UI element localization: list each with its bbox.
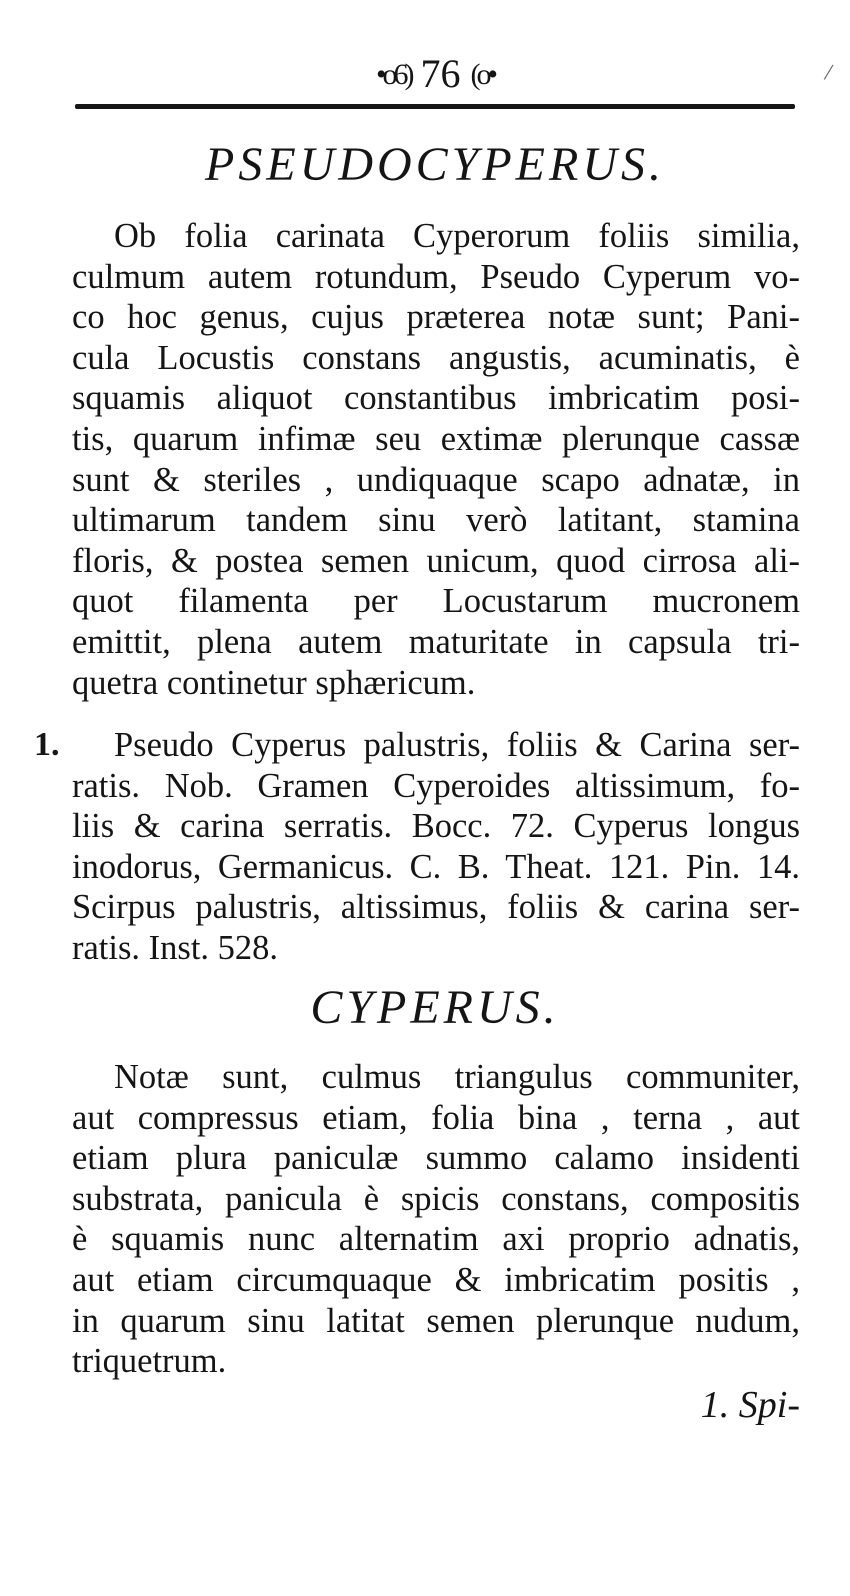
entry-number: 1. xyxy=(34,726,60,763)
section-title-pseudocyperus: PSEUDOCYPERUS. xyxy=(205,138,665,191)
text-line: Pseudo Cyperus palustris, foliis & Carina ser- xyxy=(114,726,800,764)
text-line: sunt & steriles , undiquaque scapo adnatæ, in xyxy=(72,460,800,499)
species-entry xyxy=(34,725,800,969)
text-line: ratis. Inst. 528. xyxy=(72,928,279,967)
text-line: culmum autem rotundum, Pseudo Cyperum vo- xyxy=(72,257,800,296)
text-line: ratis. Nob. Gramen Cyperoides altissimum, fo- xyxy=(72,766,800,805)
header-rule xyxy=(75,104,795,109)
description-pseudocyperus xyxy=(72,216,800,703)
text-line: aut compressus etiam, folia bina , terna , aut xyxy=(72,1098,800,1137)
text-line: Ob folia carinata Cyperorum foliis similia, xyxy=(114,217,800,255)
ornament-left: •o6) xyxy=(376,58,411,91)
section-title-cyperus: CYPERUS. xyxy=(310,981,560,1034)
catchword: 1. Spi- xyxy=(700,1384,800,1426)
ornament-right: (o• xyxy=(470,58,494,91)
text-line: quot filamenta per Locustarum mucronem xyxy=(72,582,800,621)
text-line: etiam plura paniculæ summo calamo insidenti xyxy=(72,1139,800,1178)
text-line: tis, quarum infimæ seu extimæ plerunque cassæ xyxy=(72,419,800,458)
text-line: ultimarum tandem sinu verò latitant, stamina xyxy=(72,501,800,540)
entry-text xyxy=(72,725,800,969)
text-line: liis & carina serratis. Bocc. 72. Cyperus longus xyxy=(72,807,800,846)
text-line: triquetrum. xyxy=(72,1342,227,1381)
text-line: cula Locustis constans angustis, acuminatis, è xyxy=(72,338,800,377)
text-line: Notæ sunt, culmus triangulus communiter, xyxy=(114,1058,800,1096)
text-line: aut etiam circumquaque & imbricatim positis , xyxy=(72,1260,800,1299)
text-line: co hoc genus, cujus præterea notæ sunt; Pani- xyxy=(72,298,800,337)
text-line: quetra continetur sphæricum. xyxy=(72,663,476,702)
text-line: inodorus, Germanicus. C. B. Theat. 121. Pin. 14. xyxy=(72,847,800,886)
text-line: è squamis nunc alternatim axi proprio adnatis, xyxy=(72,1220,800,1259)
text-line: in quarum sinu latitat semen plerunque nudum, xyxy=(72,1301,800,1340)
description-cyperus xyxy=(72,1057,800,1382)
text-line: Scirpus palustris, altissimus, foliis & carina ser- xyxy=(72,888,800,927)
text-line: squamis aliquot constantibus imbricatim posi- xyxy=(72,379,800,418)
text-line: emittit, plena autem maturitate in capsula tri- xyxy=(72,622,800,661)
page-header xyxy=(75,50,795,98)
text-line: substrata, panicula è spicis constans, compositis xyxy=(72,1179,800,1218)
margin-mark: / xyxy=(822,59,835,87)
page-number: 76 xyxy=(420,51,461,96)
text-line: floris, & postea semen unicum, quod cirrosa ali- xyxy=(72,541,800,580)
